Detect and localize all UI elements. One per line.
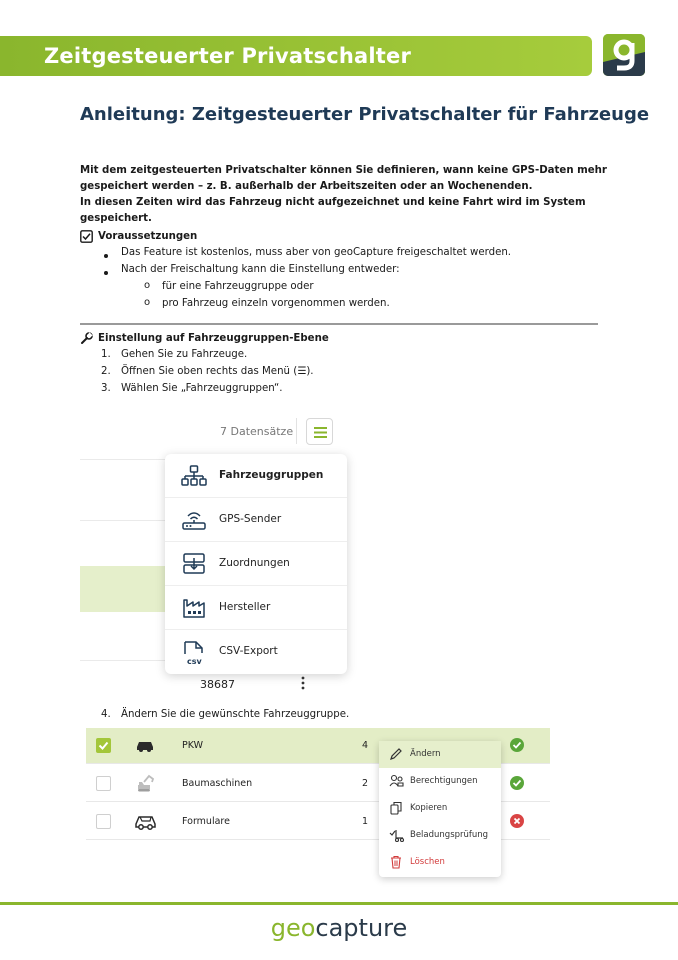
footer-brand-logo bbox=[0, 914, 678, 942]
intro-line-3: In diesen Zeiten wird das Fahrzeug nicht aufgezeichnet und keine Fahrt wird im System gespeichert. bbox=[80, 197, 586, 224]
status-ok-icon bbox=[510, 738, 524, 752]
truck-check-icon bbox=[389, 828, 405, 842]
settings-heading-label: Einstellung auf Fahrzeuggruppen-Ebene bbox=[98, 333, 329, 344]
menu-item-gps-sender[interactable] bbox=[165, 498, 347, 542]
pencil-icon bbox=[389, 747, 403, 761]
intro-line-2: gespeichert werden – z. B. außerhalb der Arbeitszeiten oder an Wochenenden. bbox=[80, 181, 533, 192]
record-count: 7 Datensätze bbox=[220, 425, 294, 438]
check-icon bbox=[96, 738, 111, 753]
prereq-sub-bullet-2: pro Fahrzeug einzeln vorgenommen werden. bbox=[162, 298, 390, 309]
row-checkbox[interactable] bbox=[96, 738, 111, 753]
row-checkbox[interactable] bbox=[96, 814, 111, 829]
prereq-sub-bullet-1: für eine Fahrzeuggruppe oder bbox=[162, 281, 314, 292]
hamburger-menu-button[interactable] bbox=[306, 418, 333, 445]
context-item-label: Kopieren bbox=[410, 803, 448, 813]
vehicle-group-name: Formulare bbox=[182, 816, 230, 827]
menu-item-label: GPS-Sender bbox=[219, 513, 282, 525]
page-header-title: Zeitgesteuerter Privatschalter bbox=[44, 44, 412, 68]
context-item-loeschen[interactable] bbox=[379, 849, 501, 876]
step-4: Ändern Sie die gewünschte Fahrzeuggruppe. bbox=[121, 709, 350, 720]
checkbox-checked-icon bbox=[80, 230, 93, 243]
vehicle-group-count: 2 bbox=[362, 778, 369, 789]
step-2: Öffnen Sie oben rechts das Menü (☰). bbox=[121, 366, 314, 377]
vehicle-group-count: 1 bbox=[362, 816, 369, 827]
vehicle-group-name: Baumaschinen bbox=[182, 778, 253, 789]
assignment-icon bbox=[181, 552, 207, 576]
hamburger-icon bbox=[307, 419, 334, 446]
car-outline-icon bbox=[134, 811, 158, 831]
router-icon bbox=[181, 508, 207, 532]
table-row-line bbox=[80, 520, 170, 521]
menu-item-label: Zuordnungen bbox=[219, 557, 290, 569]
table-row-line bbox=[80, 459, 170, 460]
table-cell-value: 38687 bbox=[200, 678, 235, 691]
sub-bullet-marker: o bbox=[144, 280, 151, 291]
document-title: Anleitung: Zeitgesteuerter Privatschalter für Fahrzeuge bbox=[80, 104, 650, 125]
users-icon bbox=[389, 774, 405, 788]
row-context-menu bbox=[379, 741, 501, 877]
settings-heading bbox=[80, 332, 329, 345]
menu-item-zuordnungen[interactable] bbox=[165, 542, 347, 586]
step-number: 2. bbox=[101, 366, 111, 377]
prereq-bullet-1: Das Feature ist kostenlos, muss aber von geoCapture freigeschaltet werden. bbox=[121, 247, 512, 258]
car-icon bbox=[134, 735, 156, 755]
menu-item-csv-export[interactable] bbox=[165, 630, 347, 674]
status-error-icon bbox=[510, 814, 524, 828]
hierarchy-icon bbox=[181, 464, 207, 488]
context-item-kopieren[interactable] bbox=[379, 795, 501, 822]
dropdown-menu bbox=[165, 454, 347, 674]
context-item-berechtigungen[interactable] bbox=[379, 768, 501, 795]
step-number: 3. bbox=[101, 383, 111, 394]
status-ok-icon bbox=[510, 776, 524, 790]
menu-item-label: Fahrzeuggruppen bbox=[219, 469, 324, 481]
prereq-heading bbox=[80, 230, 197, 243]
context-item-label: Ändern bbox=[410, 749, 441, 759]
wrench-icon bbox=[80, 332, 93, 345]
row-checkbox[interactable] bbox=[96, 776, 111, 791]
intro-line-1: Mit dem zeitgesteuerten Privatschalter können Sie definieren, wann keine GPS-Daten mehr bbox=[80, 165, 607, 176]
sub-bullet-marker: o bbox=[144, 297, 151, 308]
vehicle-group-name: PKW bbox=[182, 740, 204, 751]
context-item-aendern[interactable] bbox=[379, 741, 501, 768]
prereq-heading-label: Voraussetzungen bbox=[98, 231, 198, 242]
step-number: 1. bbox=[101, 349, 111, 360]
context-item-label: Löschen bbox=[410, 857, 445, 867]
step-number: 4. bbox=[101, 709, 111, 720]
context-item-label: Beladungsprüfung bbox=[410, 830, 489, 840]
menu-item-label: Hersteller bbox=[219, 601, 271, 613]
svg-text:csv: csv bbox=[187, 657, 202, 666]
step-3: Wählen Sie „Fahrzeuggruppen“. bbox=[121, 383, 283, 394]
more-vertical-icon[interactable] bbox=[300, 676, 306, 690]
geocapture-logo bbox=[603, 34, 645, 76]
toolbar-separator bbox=[296, 418, 297, 444]
trash-icon bbox=[389, 855, 403, 869]
footer-brand-geo: geo bbox=[270, 914, 316, 942]
context-item-beladungspruefung[interactable] bbox=[379, 822, 501, 849]
bullet-dot bbox=[104, 254, 108, 258]
step-1: Gehen Sie zu Fahrzeuge. bbox=[121, 349, 248, 360]
prereq-bullet-2: Nach der Freischaltung kann die Einstellung entweder: bbox=[121, 264, 400, 275]
menu-item-label: CSV-Export bbox=[219, 645, 278, 657]
section-divider bbox=[80, 323, 598, 325]
copy-icon bbox=[389, 801, 403, 815]
menu-item-fahrzeuggruppen[interactable] bbox=[165, 454, 347, 498]
factory-icon bbox=[181, 596, 207, 620]
footer-line bbox=[0, 902, 678, 905]
selected-row-background bbox=[80, 566, 170, 612]
bullet-dot bbox=[104, 271, 108, 275]
excavator-icon bbox=[134, 773, 156, 793]
table-row-line bbox=[80, 660, 170, 661]
footer-brand-capture: capture bbox=[315, 914, 408, 942]
context-item-label: Berechtigungen bbox=[410, 776, 478, 786]
menu-item-hersteller[interactable] bbox=[165, 586, 347, 630]
csv-file-icon bbox=[181, 640, 207, 666]
vehicle-group-count: 4 bbox=[362, 740, 369, 751]
